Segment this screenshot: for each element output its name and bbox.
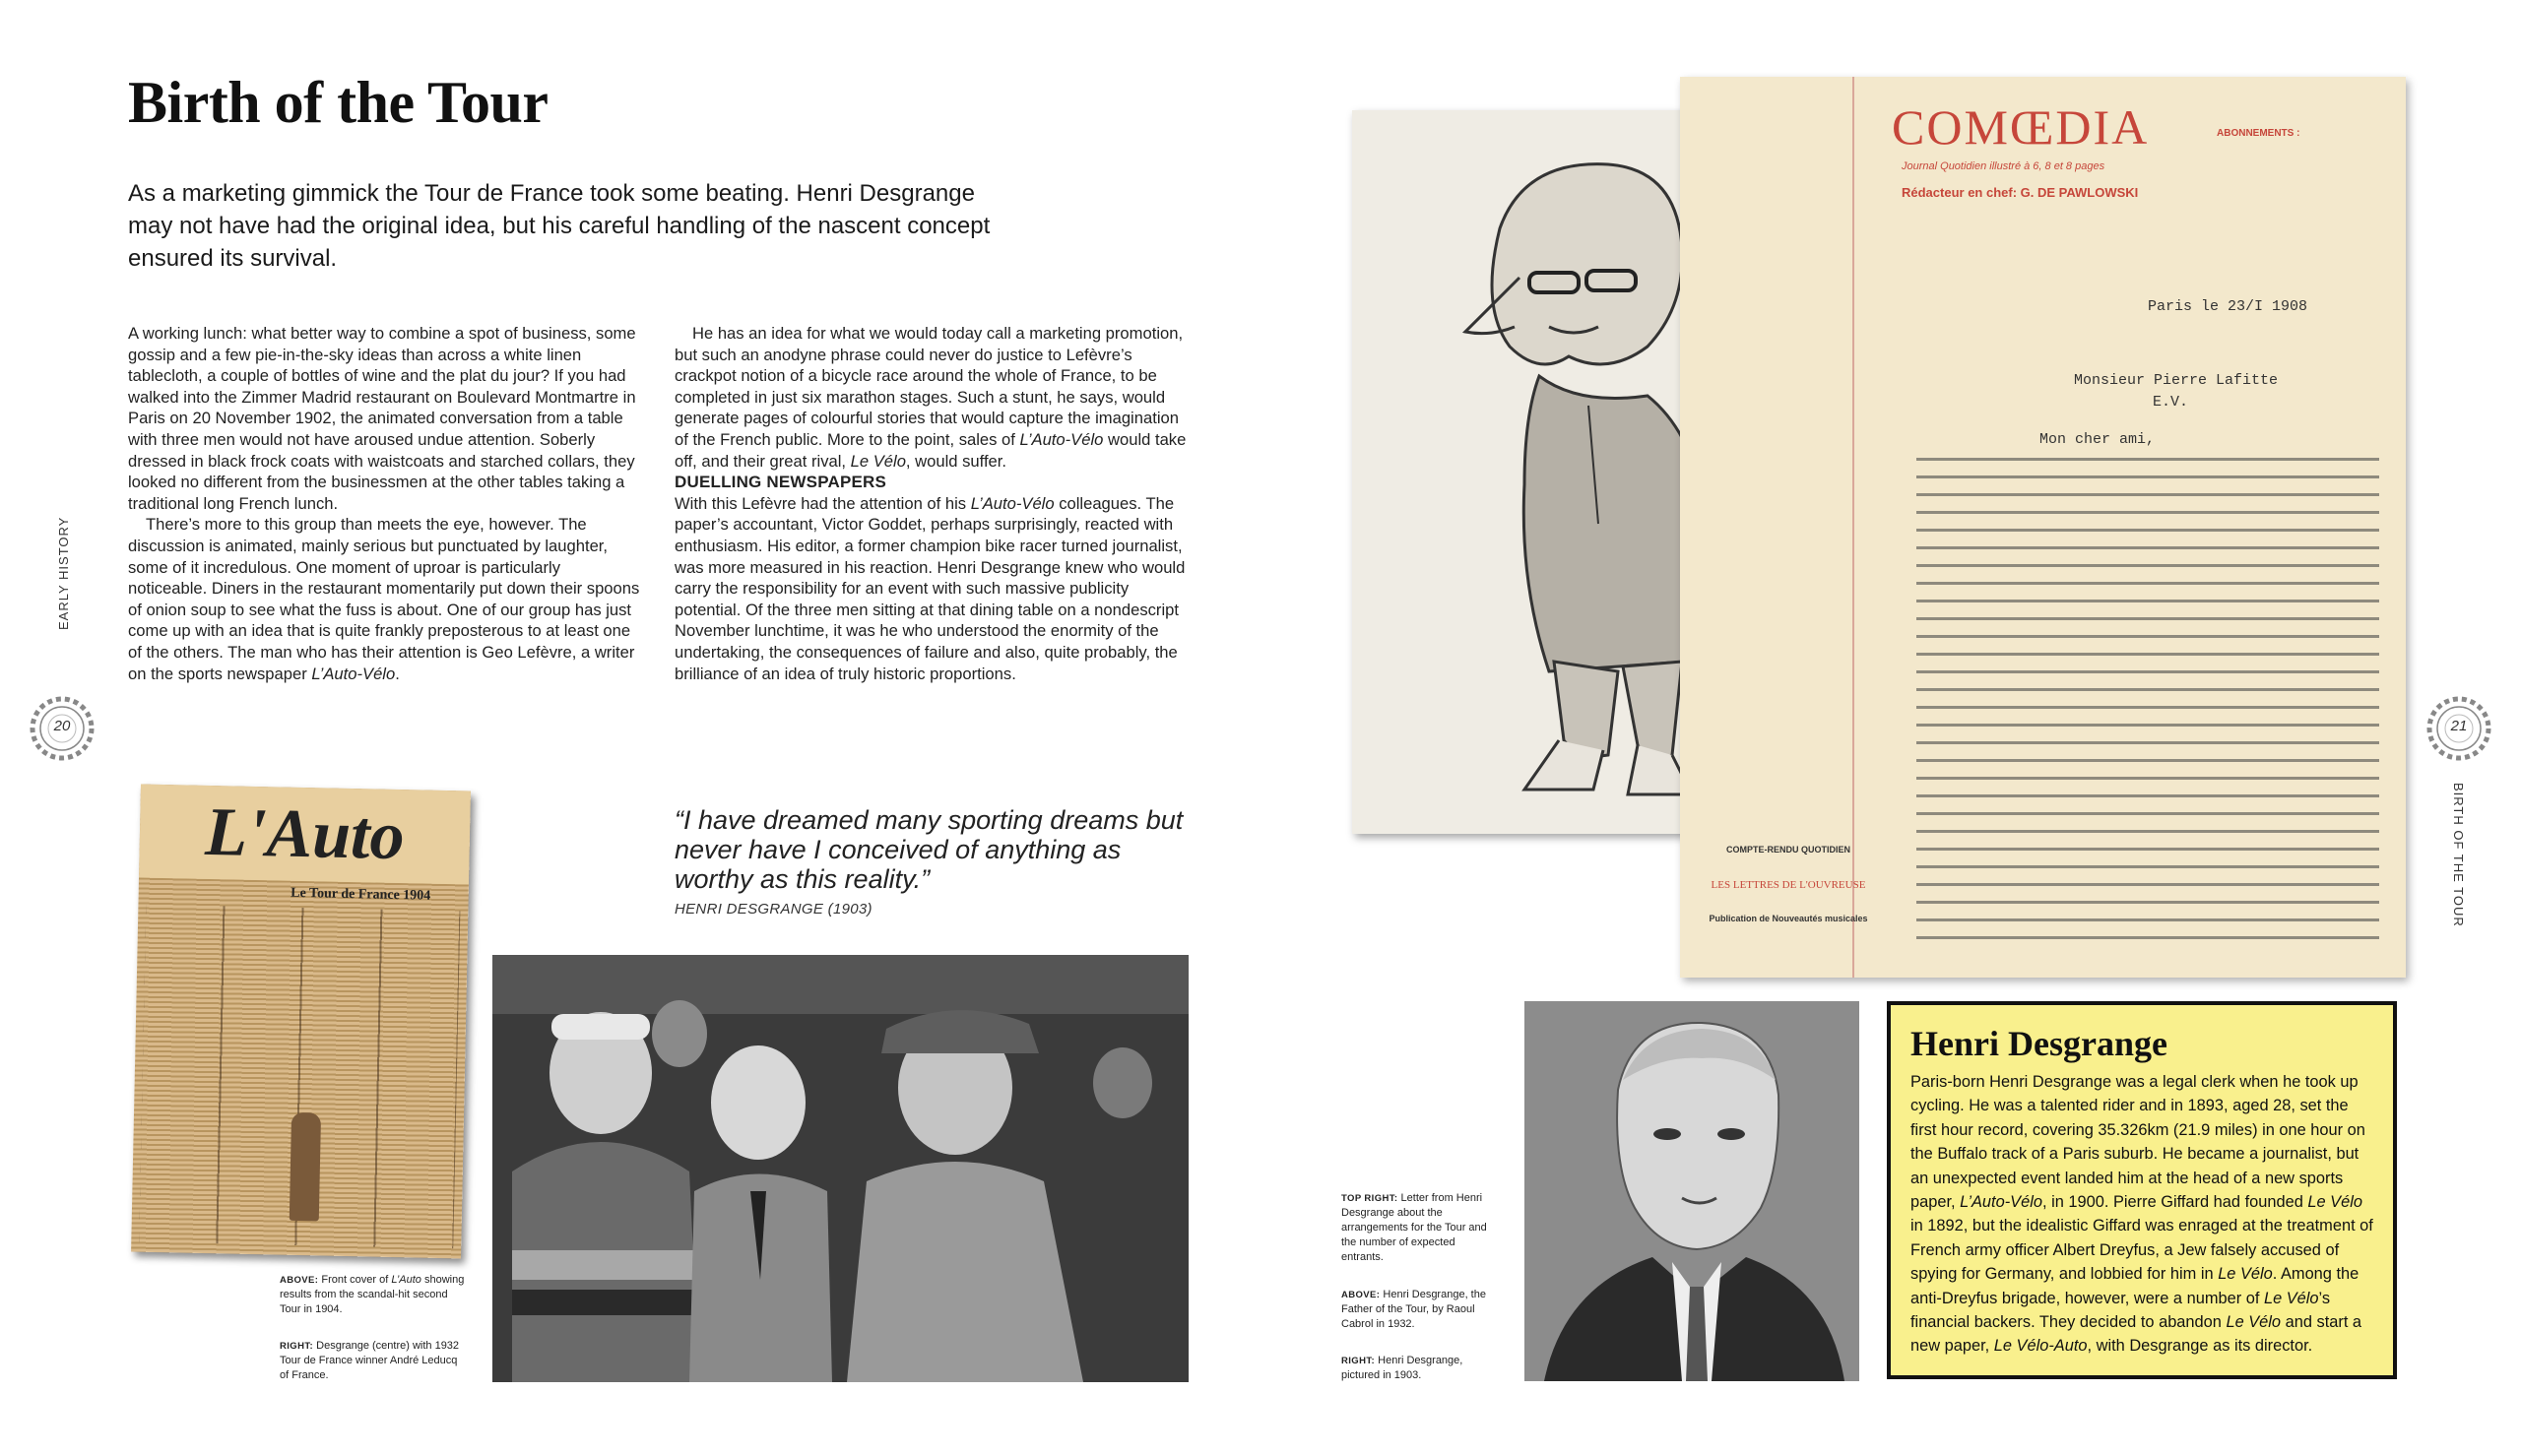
col2-paragraph-2: With this Lefèvre had the attention of his L’Auto-Vélo colleagues. The paper’s accountant, Victor Goddet, perhaps surprisingly, reacted with enthusiasm. His editor, a former champion bike racer turned journalist, was more measured in his reaction. Henri Desgrange knew who would carry the responsibility for an event with such massive publicity potential. Of the three men sitting at that dining table on a nondescript November lunchtime, it was he who understood the enormity of the undertaking, the consequences of failure and also, quite probably, the brilliance of an idea of truly historic proportions. xyxy=(675,493,1186,683)
intro-standfirst: As a marketing gimmick the Tour de France took some beating. Henri Desgrange may not have had the original idea, but his careful handling of the nascent concept ensured its survival. xyxy=(128,180,991,272)
letter-typed-body xyxy=(1916,456,2379,948)
letter-subscriptions: ABONNEMENTS : xyxy=(2217,128,2300,139)
section-subhead: DUELLING NEWSPAPERS xyxy=(675,473,887,492)
letter-footer-1: COMPTE-RENDU QUOTIDIEN xyxy=(1726,845,1850,855)
bio-box-title: Henri Desgrange xyxy=(1910,1024,2167,1063)
page-number-gear-right xyxy=(2424,694,2493,763)
letter-addressee: Monsieur Pierre Lafitte xyxy=(2074,372,2279,389)
letter-addressee-2: E.V. xyxy=(2153,394,2189,411)
quote-attribution: HENRI DESGRANGE (1903) xyxy=(675,901,873,918)
col1-paragraph-1: A working lunch: what better way to combine a spot of business, some gossip and a few pie-in-the-sky ideas than across a white linen tablecloth, a couple of bottles of wine and the plat du jour? If you had walked into the Zimmer Madrid restaurant on Boulevard Montmartre in Paris on 20 November 1902, the animated conversation from a table with three men would not have aroused undue attention. Soberly dressed in black frock coats with waistcoats and starched collars, they looked no different from the businessmen at the other tables taking a traditional long French lunch. xyxy=(128,324,636,513)
letter-greeting: Mon cher ami, xyxy=(2039,431,2156,448)
pull-quote: “I have dreamed many sporting dreams but never have I conceived of anything as worthy as this reality.” xyxy=(675,805,1184,894)
side-label-right: BIRTH OF THE TOUR xyxy=(2451,783,2466,927)
side-label-left: EARLY HISTORY xyxy=(56,516,71,630)
page-number-right: 21 xyxy=(2450,718,2468,734)
col2-paragraph-1: He has an idea for what we would today call a marketing promotion, but such an anodyne phrase could never do justice to Lefèvre’s crackpot notion of a bicycle race around the whole of France, to be completed in just six marathon stages. Such a stunt, he says, would generate pages of colourful stories that would capture the imagination of the French public. More to the point, sales of L’Auto-Vélo would take off, and their great rival, Le Vélo, would suffer. xyxy=(675,324,1187,471)
comoedia-letter-image xyxy=(1680,77,2406,978)
letter-masthead: COMŒDIA xyxy=(1892,99,2150,155)
letter-footer-2: LES LETTRES DE L'OUVREUSE xyxy=(1711,879,1866,891)
lauto-newspaper-image xyxy=(131,785,471,1259)
desgrange-leducq-photo xyxy=(492,955,1189,1382)
newspaper-headline: Le Tour de France 1904 xyxy=(291,885,431,904)
caption-right-right: RIGHT: Henri Desgrange, pictured in 1903. xyxy=(1341,1355,1463,1381)
caption-above-left: ABOVE: Front cover of L’Auto showing results from the scandal-hit second Tour in 1904. xyxy=(280,1274,465,1315)
page-number-left: 20 xyxy=(53,718,71,734)
cyclist-figure xyxy=(290,1112,321,1222)
body-column-2 xyxy=(675,323,1187,684)
caption-right-left: RIGHT: Desgrange (centre) with 1932 Tour de France winner André Leducq of France. xyxy=(280,1340,460,1381)
newspaper-masthead: L'Auto xyxy=(204,793,406,875)
desgrange-bio-box xyxy=(1887,1001,2397,1379)
letter-date: Paris le 23/I 1908 xyxy=(2148,298,2308,315)
page-number-gear-left xyxy=(28,694,97,763)
bio-box-text: Paris-born Henri Desgrange was a legal clerk when he took up cycling. He was a talented rider and in 1893, aged 28, set the first hour record, covering 35.326km (21.9 miles) in one hour on the Buffalo track of a Paris suburb. He became a journalist, but an unexpected event landed him at the head of a new sports paper, L’Auto-Vélo, in 1900. Pierre Giffard had founded Le Vélo in 1892, but the idealistic Giffard was enraged at the treatment of French army officer Albert Dreyfus, a Jew falsely accused of spying for Germany, and lobbied for him in Le Vélo. Among the anti-Dreyfus brigade, however, were a number of Le Vélo’s financial backers. They decided to abandon Le Vélo and start a new paper, Le Vélo-Auto, with Desgrange as its director. xyxy=(1910,1073,2373,1356)
letter-editor: Rédacteur en chef: G. DE PAWLOWSKI xyxy=(1902,185,2139,200)
page-title: Birth of the Tour xyxy=(128,70,549,135)
letter-footer-3: Publication de Nouveautés musicales xyxy=(1709,914,1868,923)
body-column-1 xyxy=(128,323,640,684)
letter-subtitle: Journal Quotidien illustré à 6, 8 et 8 pages xyxy=(1902,160,2105,172)
caption-above-right: ABOVE: Henri Desgrange, the Father of the Tour, by Raoul Cabrol in 1932. xyxy=(1341,1289,1486,1330)
desgrange-portrait-photo xyxy=(1524,1001,1859,1381)
col1-paragraph-2: There’s more to this group than meets the eye, however. The discussion is animated, mainly serious but punctuated by laughter, some of it incredulous. One moment of uproar is particularly noticeable. Diners in the restaurant momentarily put down their spoons of onion soup to see what the fuss is about. One of our group has just come up with an idea that is quite frankly preposterous to at least one of the others. The man who has their attention is Geo Lefèvre, a writer on the sports newspaper L’Auto-Vélo. xyxy=(128,515,640,683)
caption-top-right: TOP RIGHT: Letter from Henri Desgrange about the arrangements for the Tour and the number of expected entrants. xyxy=(1341,1192,1487,1263)
